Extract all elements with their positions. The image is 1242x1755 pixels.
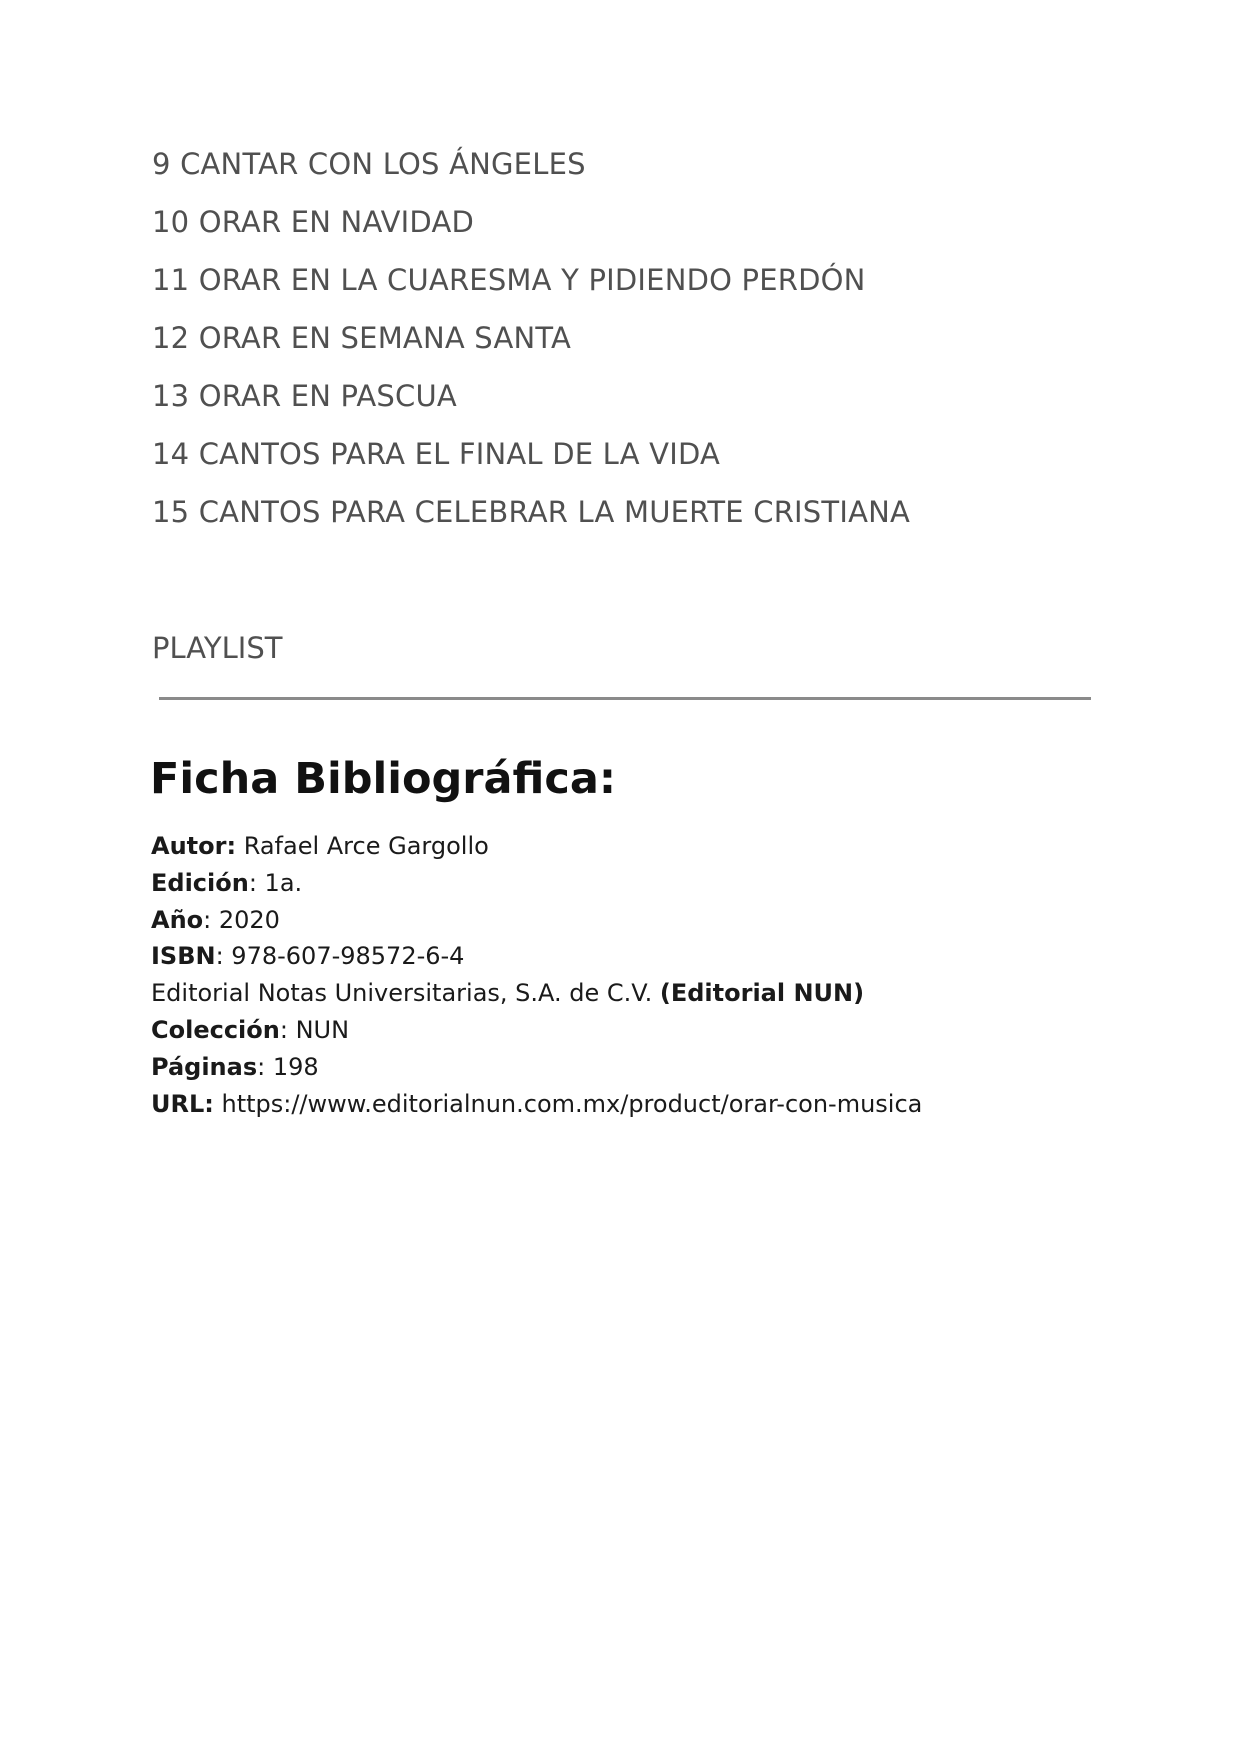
autor-value: Rafael Arce Gargollo xyxy=(236,832,489,860)
anio-label: Año xyxy=(151,905,204,934)
isbn-label: ISBN xyxy=(151,942,216,971)
isbn-row xyxy=(151,938,922,975)
toc-item: 10 ORAR EN NAVIDAD xyxy=(152,205,475,239)
paginas-label: Páginas xyxy=(151,1052,258,1081)
toc-item: 14 CANTOS PARA EL FINAL DE LA VIDA xyxy=(152,437,721,471)
editorial-text: Editorial Notas Universitarias, S.A. de C.V. xyxy=(151,979,660,1008)
anio-row xyxy=(151,902,922,939)
section-divider xyxy=(159,697,1091,700)
isbn-value: : 978-607-98572-6-4 xyxy=(215,942,465,971)
url-row xyxy=(151,1086,922,1123)
toc-item: 12 ORAR EN SEMANA SANTA xyxy=(152,321,572,355)
toc-item: 15 CANTOS PARA CELEBRAR LA MUERTE CRISTIANA xyxy=(152,495,911,529)
edicion-label: Edición xyxy=(151,868,249,897)
url-label: URL: xyxy=(151,1089,214,1118)
url-value: https://www.editorialnun.com.mx/product/orar-con-musica xyxy=(213,1089,923,1118)
coleccion-value: : NUN xyxy=(279,1015,350,1044)
toc-item: 13 ORAR EN PASCUA xyxy=(152,379,457,413)
paginas-value: : 198 xyxy=(257,1052,319,1081)
autor-label: Autor: xyxy=(151,832,237,860)
editorial-short: (Editorial NUN) xyxy=(659,979,865,1008)
bibliographic-record xyxy=(151,828,922,1122)
toc-item: 11 ORAR EN LA CUARESMA Y PIDIENDO PERDÓN xyxy=(152,263,866,297)
coleccion-row xyxy=(151,1012,922,1049)
ficha-title: Ficha Bibliográfica: xyxy=(150,753,617,804)
table-of-contents xyxy=(152,142,910,548)
editorial-row xyxy=(151,975,922,1012)
paginas-row xyxy=(151,1049,922,1086)
edicion-row xyxy=(151,865,922,902)
autor-row xyxy=(151,828,922,865)
anio-value: : 2020 xyxy=(203,905,280,934)
coleccion-label: Colección xyxy=(151,1015,280,1044)
edicion-value: : 1a. xyxy=(248,868,303,897)
toc-item: 9 CANTAR CON LOS ÁNGELES xyxy=(152,147,586,181)
playlist-label: PLAYLIST xyxy=(152,631,283,665)
